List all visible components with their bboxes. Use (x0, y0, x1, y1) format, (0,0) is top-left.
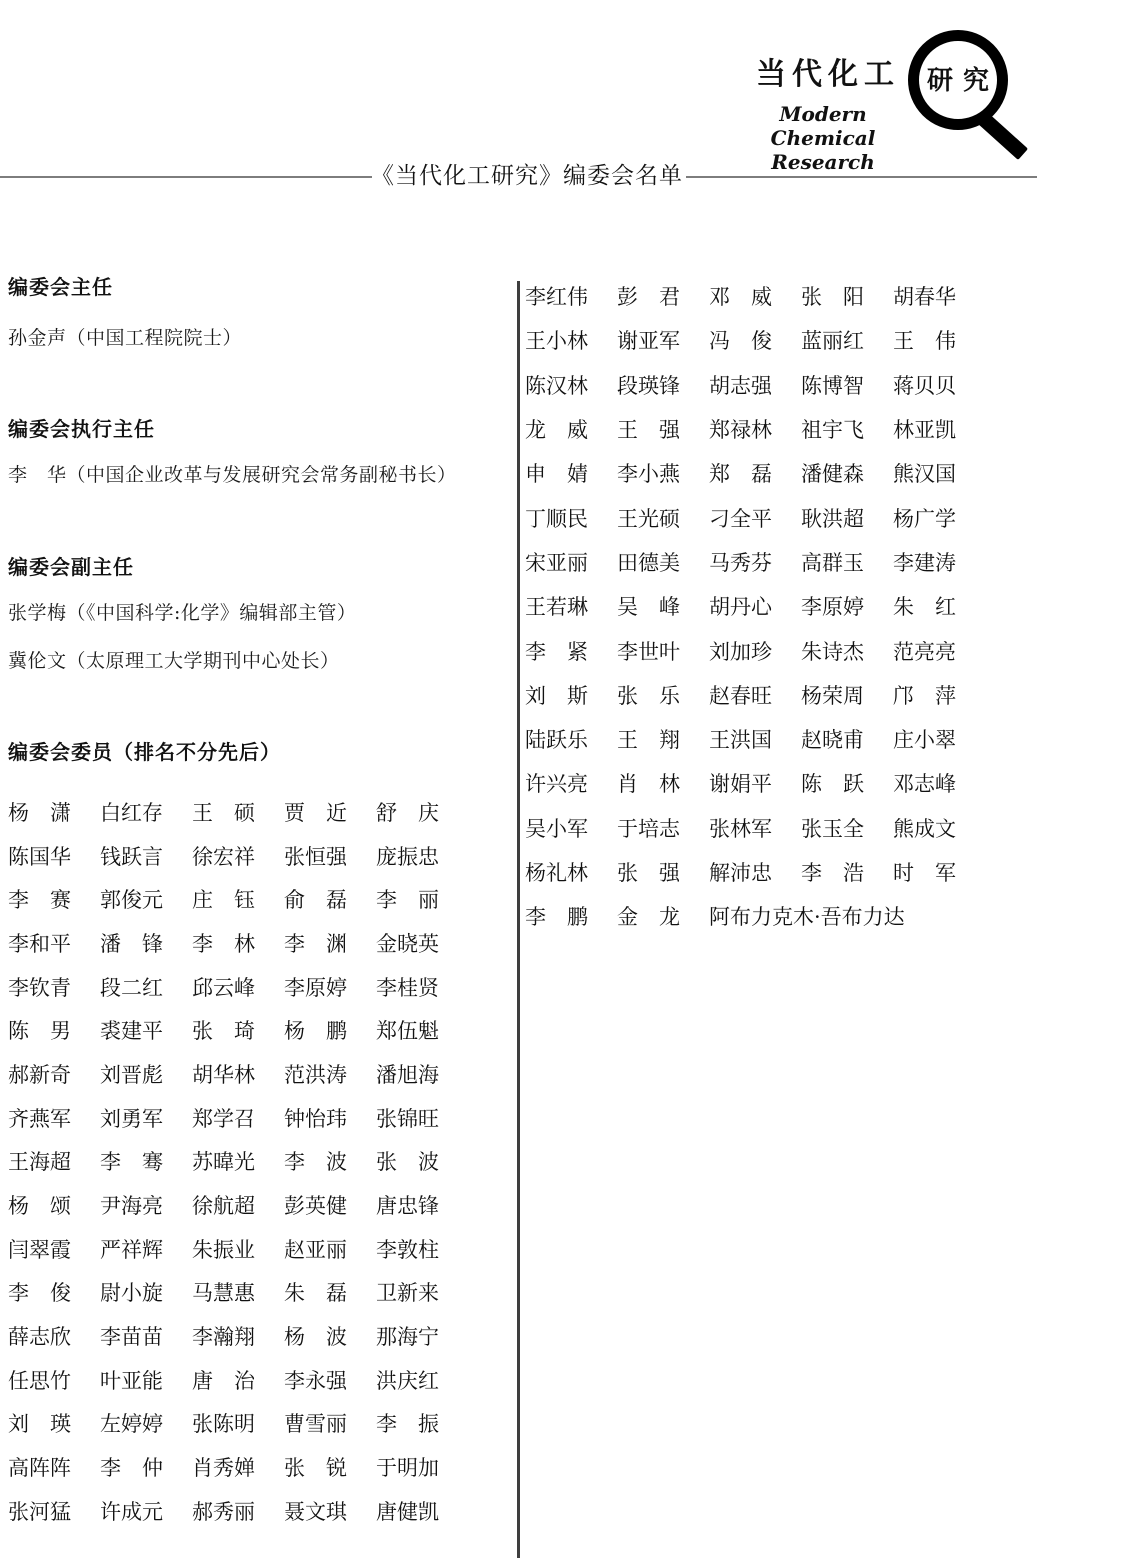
section-entry: 张学梅（《中国科学:化学》编辑部主管） (8, 602, 357, 624)
member-name: 郭俊元 (100, 888, 163, 913)
member-name: 解沛忠 (709, 861, 772, 885)
member-name: 赵晓甫 (801, 728, 864, 753)
member-name: 张波 (376, 1150, 439, 1175)
member-name: 范亮亮 (893, 639, 956, 664)
member-name: 朱磊 (284, 1281, 347, 1306)
member-name: 郑禄林 (709, 418, 772, 443)
member-name: 庞振忠 (376, 844, 439, 869)
member-row (8, 1227, 439, 1271)
member-name: 潘旭海 (376, 1062, 439, 1087)
member-name: 蓝丽红 (801, 329, 864, 354)
member-name: 杨潇 (8, 800, 71, 825)
member-name: 徐航超 (192, 1194, 255, 1219)
member-name: 叶亚能 (100, 1368, 163, 1393)
member-name: 庄小翠 (893, 728, 956, 753)
journal-logo-cn-title: 当代化工 (756, 58, 900, 91)
member-name: 段瑛锋 (617, 373, 680, 398)
member-name: 钟怡玮 (284, 1106, 347, 1131)
member-name: 张锦旺 (376, 1106, 439, 1131)
member-name: 卫新来 (376, 1281, 439, 1306)
member-name: 冯俊 (709, 329, 772, 354)
member-name: 邝萍 (893, 683, 956, 708)
members-grid-left (8, 790, 439, 1533)
member-row (8, 1271, 439, 1315)
member-row (8, 834, 439, 878)
member-name: 洪庆红 (376, 1368, 439, 1393)
member-name: 宋亚丽 (525, 550, 588, 575)
member-name: 苏暐光 (192, 1150, 255, 1175)
member-name: 李建涛 (893, 550, 956, 575)
member-name: 马秀芬 (709, 550, 772, 575)
member-name: 李苗苗 (100, 1325, 163, 1350)
member-name: 王强 (617, 418, 680, 443)
member-name: 熊汉国 (893, 462, 956, 487)
member-name: 刘瑛 (8, 1412, 71, 1437)
member-name: 金晓英 (376, 931, 439, 956)
member-row (8, 1183, 439, 1227)
member-row (525, 407, 956, 451)
member-name: 潘锋 (100, 931, 163, 956)
magnifier-icon (908, 30, 1008, 130)
member-name: 陈博智 (801, 373, 864, 398)
member-name: 吴小军 (525, 816, 588, 841)
member-name: 丁顺民 (525, 506, 588, 531)
member-name: 贾近 (284, 800, 347, 825)
member-name: 郝新奇 (8, 1062, 71, 1087)
member-name: 李波 (284, 1150, 347, 1175)
member-name: 彭君 (617, 285, 680, 310)
member-name: 白红存 (100, 800, 163, 825)
member-name: 李林 (192, 931, 255, 956)
member-name: 刘晋彪 (100, 1062, 163, 1087)
members-grid-right (525, 274, 956, 938)
member-name: 张阳 (801, 285, 864, 310)
member-name: 李赛 (8, 888, 71, 913)
journal-logo-en-line2: Research (771, 150, 875, 174)
member-name: 李浩 (801, 861, 864, 885)
member-name: 邓志峰 (893, 772, 956, 797)
member-name: 张林军 (709, 816, 772, 841)
journal-logo-en (733, 102, 913, 174)
section-heading-members: 编委会委员（排名不分先后） (8, 742, 281, 764)
member-name: 张恒强 (284, 844, 347, 869)
section-entry: 冀伦文（太原理工大学期刊中心处长） (8, 650, 340, 672)
member-name: 邓威 (709, 285, 772, 310)
member-name: 张陈明 (192, 1412, 255, 1437)
member-name: 范洪涛 (284, 1062, 347, 1087)
member-name: 王洪国 (709, 728, 772, 753)
member-name: 曹雪丽 (284, 1412, 347, 1437)
member-name: 祖宇飞 (801, 418, 864, 443)
member-name: 郑伍魁 (376, 1019, 439, 1044)
member-name: 李紧 (525, 639, 588, 664)
member-name: 齐燕军 (8, 1106, 71, 1131)
member-name: 许兴亮 (525, 772, 588, 797)
member-name: 潘健森 (801, 462, 864, 487)
member-name: 闫翠霞 (8, 1237, 71, 1262)
member-name: 王光硕 (617, 506, 680, 531)
member-row (525, 495, 956, 539)
section-entry: 李 华（中国企业改革与发展研究会常务副秘书长） (8, 464, 457, 486)
member-name: 张河猛 (8, 1499, 71, 1524)
member-name: 李丽 (376, 888, 439, 913)
member-name: 李原婷 (801, 595, 864, 620)
member-row (525, 717, 956, 761)
member-row (525, 628, 956, 672)
member-row (8, 1314, 439, 1358)
member-name: 耿洪超 (801, 506, 864, 531)
member-name: 陆跃乐 (525, 728, 588, 753)
member-name: 钱跃言 (100, 844, 163, 869)
member-name: 时军 (893, 861, 956, 885)
member-row (525, 894, 956, 938)
member-name: 胡丹心 (709, 595, 772, 620)
member-name: 俞磊 (284, 888, 347, 913)
member-name: 李振 (376, 1412, 439, 1437)
member-name: 李骞 (100, 1150, 163, 1175)
member-name: 胡春华 (893, 285, 956, 310)
member-row (8, 1096, 439, 1140)
member-name: 赵亚丽 (284, 1237, 347, 1262)
member-name: 李红伟 (525, 285, 588, 310)
member-name: 朱振业 (192, 1237, 255, 1262)
member-name: 王海超 (8, 1150, 71, 1175)
member-name: 田德美 (617, 550, 680, 575)
member-name: 王翔 (617, 728, 680, 753)
member-name: 唐健凯 (376, 1499, 439, 1524)
member-name: 胡华林 (192, 1062, 255, 1087)
member-row (8, 1445, 439, 1489)
member-row (8, 1489, 439, 1533)
member-name: 熊成文 (893, 816, 956, 841)
member-name: 李小燕 (617, 462, 680, 487)
member-name: 张琦 (192, 1019, 255, 1044)
member-name: 李敦柱 (376, 1237, 439, 1262)
member-name: 薛志欣 (8, 1325, 71, 1350)
member-name: 郝秀丽 (192, 1499, 255, 1524)
member-name: 刘勇军 (100, 1106, 163, 1131)
member-name: 郑学召 (192, 1106, 255, 1131)
member-name: 杨鹏 (284, 1019, 347, 1044)
member-name: 杨荣周 (801, 683, 864, 708)
member-name: 李瀚翔 (192, 1325, 255, 1350)
member-name: 唐忠锋 (376, 1194, 439, 1219)
member-name: 尉小旋 (100, 1281, 163, 1306)
member-name: 刁全平 (709, 506, 772, 531)
member-name: 陈跃 (801, 772, 864, 797)
member-name: 谢娟平 (709, 772, 772, 797)
member-name: 肖林 (617, 772, 680, 797)
member-name: 蒋贝贝 (893, 373, 956, 398)
member-name: 李桂贤 (376, 975, 439, 1000)
magnifier-handle-icon (975, 110, 1028, 160)
member-row (8, 790, 439, 834)
member-name: 王伟 (893, 329, 956, 354)
member-name: 杨广学 (893, 506, 956, 531)
member-name: 彭英健 (284, 1194, 347, 1219)
member-name: 杨礼林 (525, 861, 588, 885)
member-name: 朱诗杰 (801, 639, 864, 664)
member-name: 邱云峰 (192, 975, 255, 1000)
member-name: 裘建平 (100, 1019, 163, 1044)
member-name: 李钦青 (8, 975, 71, 1000)
member-name: 胡志强 (709, 373, 772, 398)
member-name: 于明加 (376, 1456, 439, 1481)
member-row (8, 1008, 439, 1052)
member-name: 唐治 (192, 1368, 255, 1393)
member-name: 王硕 (192, 800, 255, 825)
member-name: 许成元 (100, 1499, 163, 1524)
member-name: 郑磊 (709, 462, 772, 487)
member-name: 徐宏祥 (192, 844, 255, 869)
member-name: 朱红 (893, 595, 956, 620)
member-row (525, 540, 956, 584)
member-name: 高群玉 (801, 550, 864, 575)
member-name: 高阵阵 (8, 1456, 71, 1481)
member-name: 刘斯 (525, 683, 588, 708)
member-name: 杨颂 (8, 1194, 71, 1219)
member-name: 舒庆 (376, 800, 439, 825)
journal-logo-en-line1: Modern Chemical (770, 102, 876, 150)
member-row (525, 673, 956, 717)
section-entry: 孙金声（中国工程院院士） (8, 327, 243, 349)
header-rule-left (0, 176, 372, 178)
member-name: 左婷婷 (100, 1412, 163, 1437)
member-name: 李俊 (8, 1281, 71, 1306)
member-name: 李仲 (100, 1456, 163, 1481)
member-name: 杨波 (284, 1325, 347, 1350)
member-name: 林亚凯 (893, 418, 956, 443)
member-name: 张锐 (284, 1456, 347, 1481)
member-name: 庄钰 (192, 888, 255, 913)
magnifier-lens-text: 研究 (927, 65, 1000, 95)
member-name: 陈男 (8, 1019, 71, 1044)
member-name: 严祥辉 (100, 1237, 163, 1262)
member-name: 王小林 (525, 329, 588, 354)
member-name: 马慧惠 (192, 1281, 255, 1306)
member-name: 申婧 (525, 462, 588, 487)
member-row (8, 965, 439, 1009)
member-row (525, 806, 956, 850)
member-name: 张强 (617, 861, 680, 885)
header-rule-right (686, 176, 1037, 178)
member-name: 赵春旺 (709, 683, 772, 708)
member-name: 陈汉林 (525, 373, 588, 398)
section-heading-exec-chair: 编委会执行主任 (8, 419, 155, 441)
member-row (8, 1140, 439, 1184)
member-name: 李和平 (8, 931, 71, 956)
member-name: 王若琳 (525, 595, 588, 620)
member-name: 陈国华 (8, 844, 71, 869)
member-row (525, 850, 956, 894)
member-name: 李鹏 (525, 905, 588, 930)
member-row (525, 584, 956, 628)
member-name: 金龙 (617, 905, 680, 930)
member-name: 李渊 (284, 931, 347, 956)
member-name: 那海宁 (376, 1325, 439, 1350)
member-name: 张玉全 (801, 816, 864, 841)
member-name: 吴峰 (617, 595, 680, 620)
column-divider (517, 281, 520, 1558)
member-row (8, 877, 439, 921)
member-name: 刘加珍 (709, 639, 772, 664)
section-heading-vice-chair: 编委会副主任 (8, 557, 134, 579)
member-row (525, 274, 956, 318)
member-name: 龙威 (525, 418, 588, 443)
member-name: 任思竹 (8, 1368, 71, 1393)
member-row (525, 318, 956, 362)
member-name: 李永强 (284, 1368, 347, 1393)
member-row (8, 1358, 439, 1402)
member-name: 李世叶 (617, 639, 680, 664)
member-name: 段二红 (100, 975, 163, 1000)
member-row (8, 1402, 439, 1446)
member-name: 肖秀婵 (192, 1456, 255, 1481)
member-row (8, 921, 439, 965)
member-name: 阿布力克木·吾布力达 (709, 905, 905, 930)
member-name: 谢亚军 (617, 329, 680, 354)
member-row (525, 761, 956, 805)
member-name: 聂文琪 (284, 1499, 347, 1524)
page-title: 《当代化工研究》编委会名单 (371, 162, 683, 188)
member-name: 于培志 (617, 816, 680, 841)
section-heading-chair: 编委会主任 (8, 277, 113, 299)
member-row (525, 363, 956, 407)
member-name: 尹海亮 (100, 1194, 163, 1219)
member-name: 张乐 (617, 683, 680, 708)
member-row (525, 451, 956, 495)
member-row (8, 1052, 439, 1096)
member-name: 李原婷 (284, 975, 347, 1000)
